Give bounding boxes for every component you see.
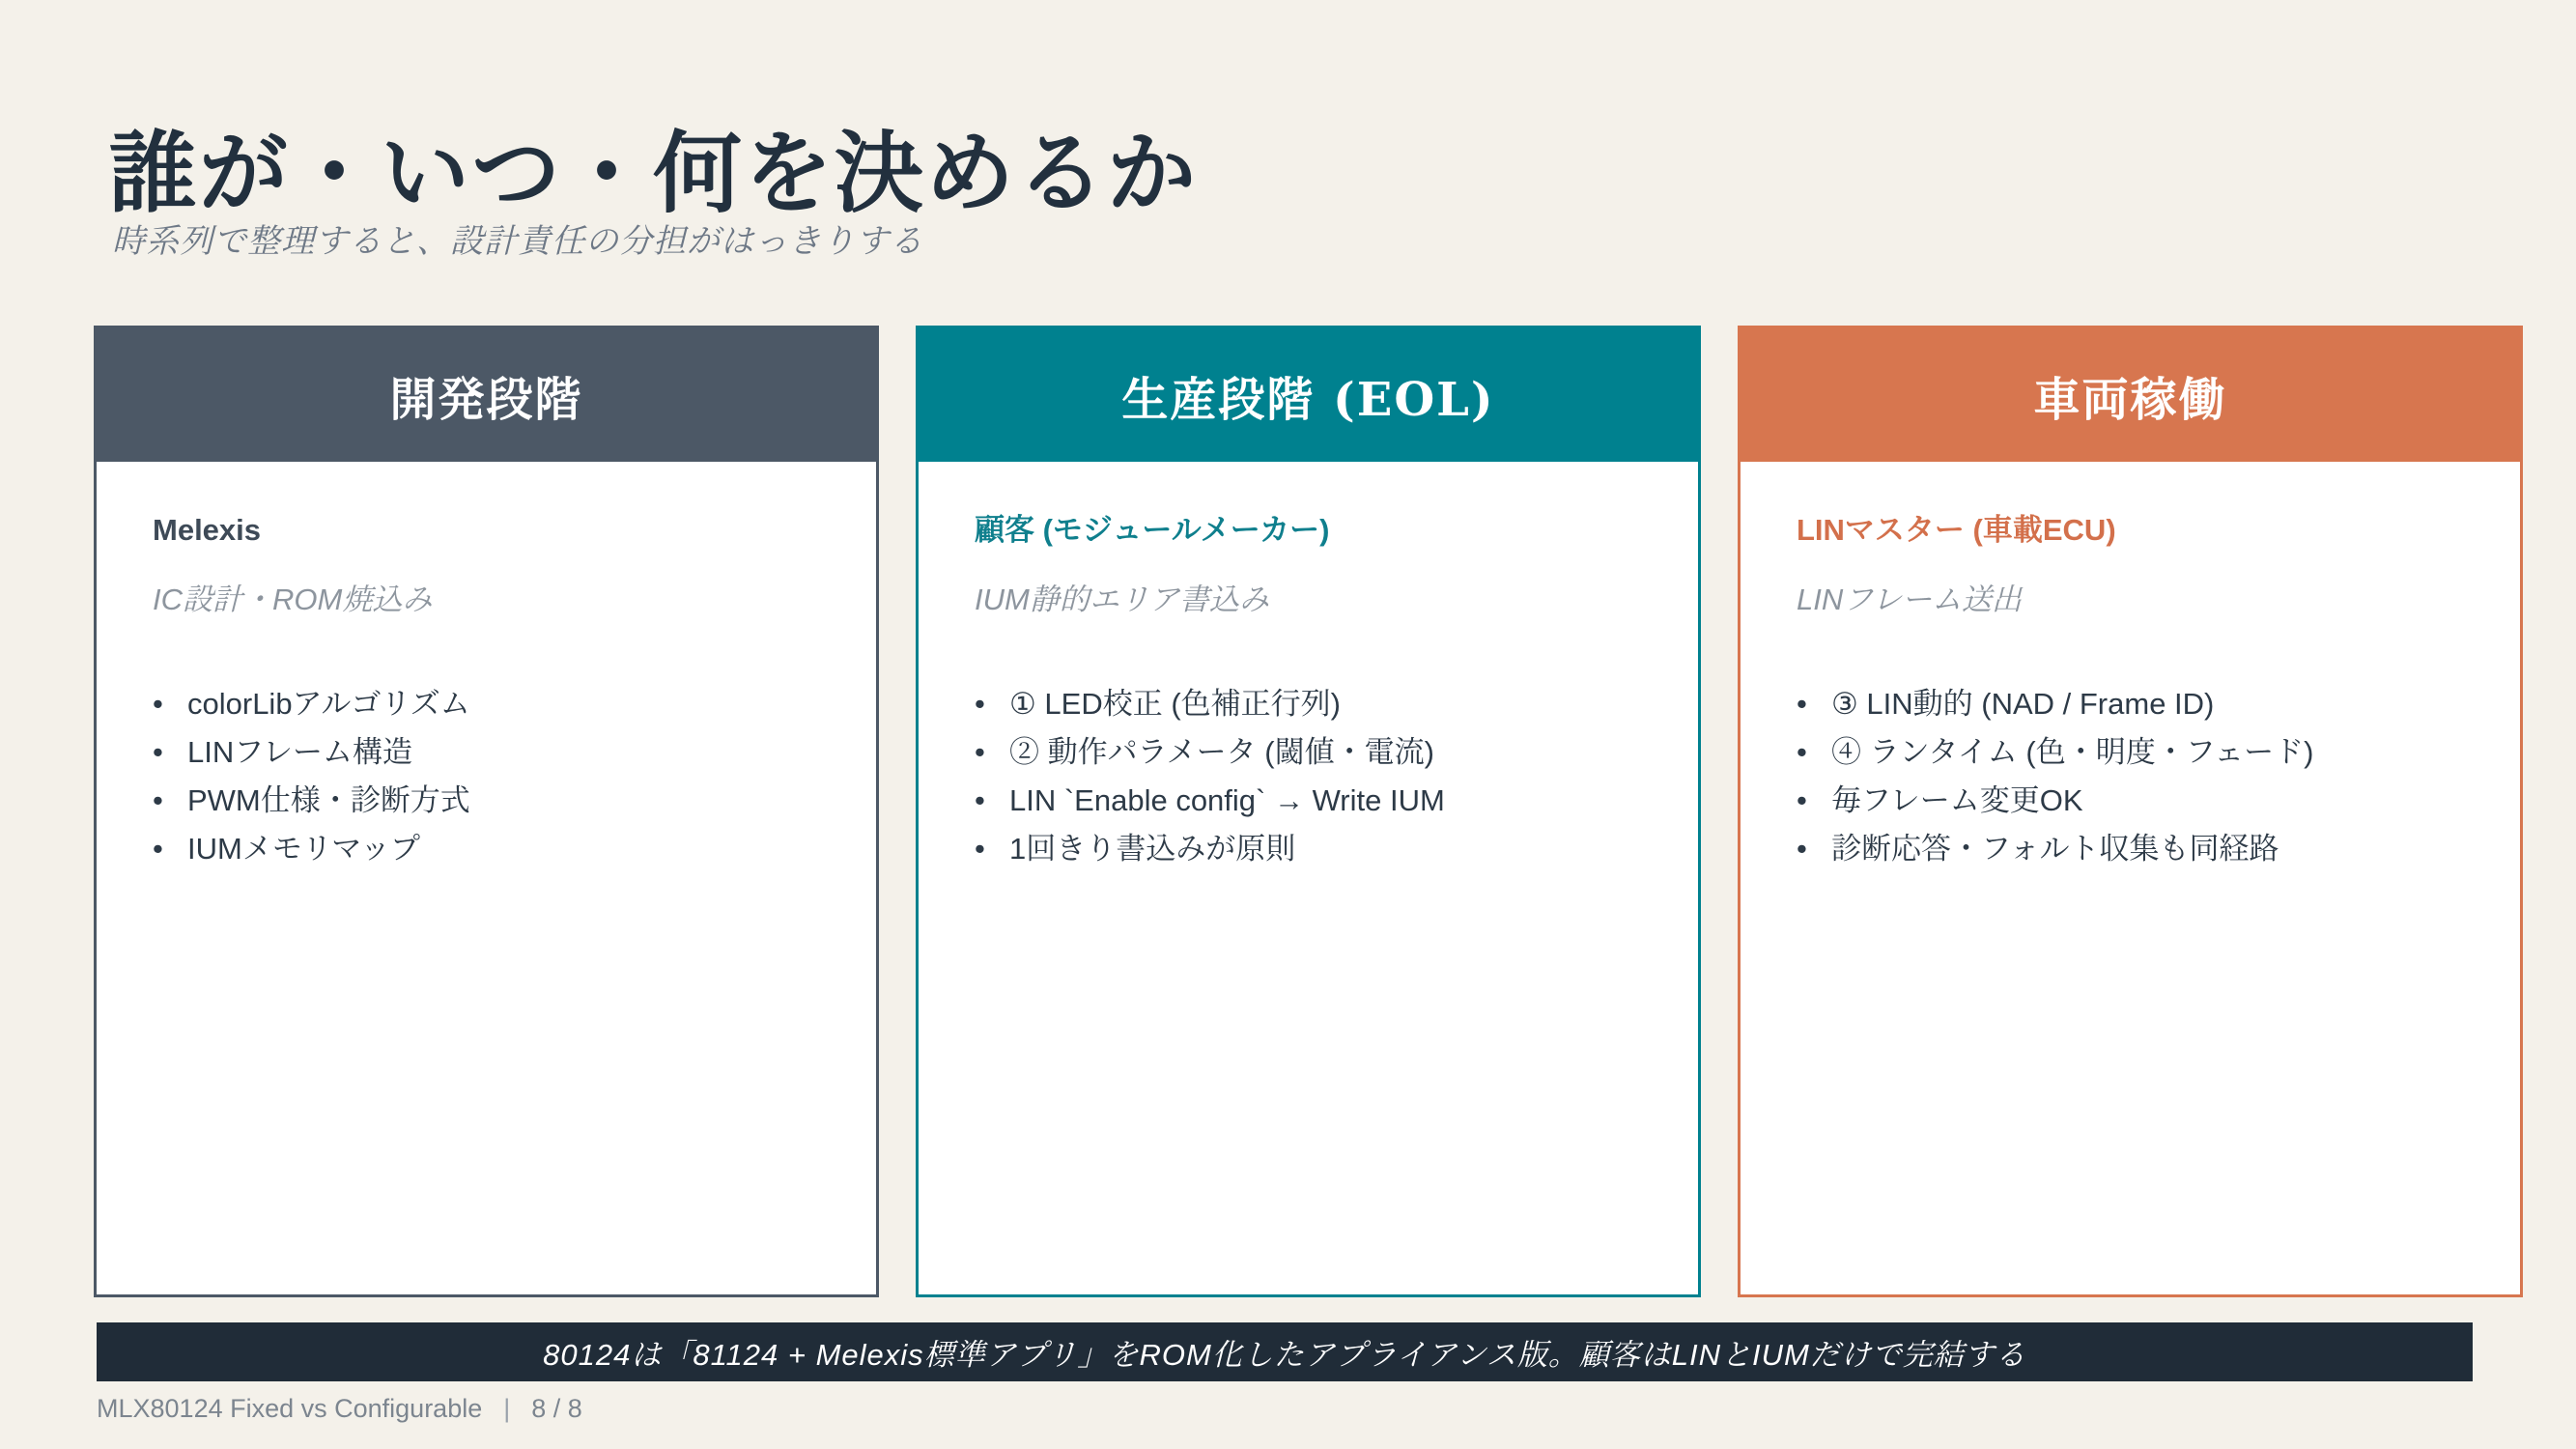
card-vehicle-operation <box>1738 326 2523 1297</box>
page-number: 8 / 8 <box>531 1394 582 1423</box>
list-item: • colorLibアルゴリズム <box>153 680 820 728</box>
bullet-list <box>1797 680 2464 873</box>
owner-label: LINマスター (車載ECU) <box>1797 513 2116 547</box>
card-development-stage <box>94 326 879 1297</box>
list-item: • ④ ランタイム (色・明度・フェード) <box>1797 728 2464 777</box>
list-item: • 毎フレーム変更OK <box>1797 777 2464 825</box>
list-item: • ③ LIN動的 (NAD / Frame ID) <box>1797 680 2464 728</box>
page-title: 誰が・いつ・何を決めるか <box>108 120 1199 225</box>
list-item: • LINフレーム構造 <box>153 728 820 777</box>
list-item: • PWM仕様・診断方式 <box>153 777 820 825</box>
list-item: • 1回きり書込みが原則 <box>975 825 1642 873</box>
list-item: • IUMメモリマップ <box>153 825 820 873</box>
page-subtitle: 時系列で整理すると、設計責任の分担がはっきりする <box>112 223 923 260</box>
card-body-development <box>97 462 876 1294</box>
role-label: IUM静的エリア書込み <box>975 582 1269 616</box>
role-label: LINフレーム送出 <box>1797 582 2023 616</box>
deck-title: MLX80124 Fixed vs Configurable <box>97 1394 483 1423</box>
key-message-text: 80124は「81124 + Melexis標準アプリ」をROM化したアプライアンス版。顧客はLINとIUMだけで完結する <box>543 1338 2026 1372</box>
role-label: IC設計・ROM焼込み <box>153 582 433 616</box>
list-item: • ② 動作パラメータ (閾値・電流) <box>975 728 1642 777</box>
card-header-development: 開発段階 <box>97 328 876 462</box>
card-header-production: 生産段階 (EOL) <box>919 328 1698 462</box>
timeline-columns <box>94 326 2523 1297</box>
card-body-vehicle <box>1741 462 2520 1294</box>
footer-separator: | <box>503 1394 511 1423</box>
key-message-banner <box>97 1322 2473 1381</box>
card-header-vehicle: 車両稼働 <box>1741 328 2520 462</box>
list-item: • ① LED校正 (色補正行列) <box>975 680 1642 728</box>
owner-label: Melexis <box>153 513 262 547</box>
slide-footer <box>97 1394 582 1424</box>
list-item: • 診断応答・フォルト収集も同経路 <box>1797 825 2464 873</box>
list-item: • LIN `Enable config` → Write IUM <box>975 777 1642 825</box>
bullet-list <box>975 680 1642 873</box>
card-body-production <box>919 462 1698 1294</box>
owner-label: 顧客 (モジュールメーカー) <box>975 513 1330 547</box>
bullet-list <box>153 680 820 873</box>
card-production-stage <box>916 326 1701 1297</box>
